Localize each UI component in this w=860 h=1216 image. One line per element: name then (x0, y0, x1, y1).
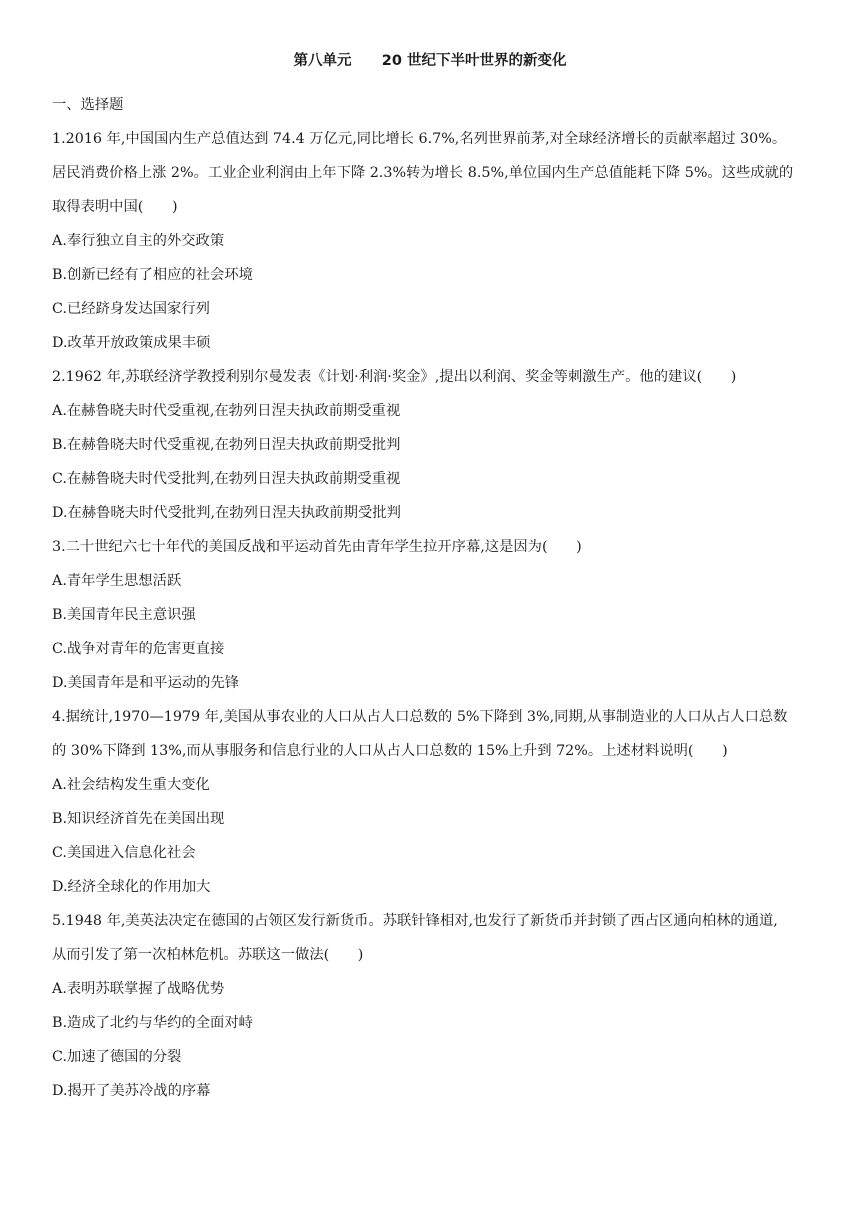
question-5-option-b: B.造成了北约与华约的全面对峙 (52, 1015, 253, 1031)
question-4-option-d: D.经济全球化的作用加大 (52, 879, 211, 895)
question-5-option-c: C.加速了德国的分裂 (52, 1049, 182, 1065)
question-3-stem-line-1: 3.二十世纪六七十年代的美国反战和平运动首先由青年学生拉开序幕,这是因为( ) (52, 539, 582, 555)
question-3-option-d: D.美国青年是和平运动的先锋 (52, 675, 240, 691)
question-3-option-a: A.青年学生思想活跃 (52, 573, 182, 589)
question-1-option-c: C.已经跻身发达国家行列 (52, 301, 210, 317)
question-5-option-a: A.表明苏联掌握了战略优势 (52, 981, 225, 997)
question-4 (52, 700, 822, 904)
question-1-stem-line-2: 居民消费价格上涨 2%。工业企业利润由上年下降 2.3%转为增长 8.5%,单位国内生产总值能耗下降 5%。这些成就的 (52, 165, 794, 181)
question-1 (52, 122, 822, 360)
question-2-option-c: C.在赫鲁晓夫时代受批判,在勃列日涅夫执政前期受重视 (52, 471, 401, 487)
question-5-stem-line-1: 5.1948 年,美英法决定在德国的占领区发行新货币。苏联针锋相对,也发行了新货币并封锁了西占区通向柏林的通道, (52, 913, 778, 929)
question-1-stem-line-1: 1.2016 年,中国国内生产总值达到 74.4 万亿元,同比增长 6.7%,名列世界前茅,对全球经济增长的贡献率超过 30%。 (52, 131, 787, 147)
question-2-option-a: A.在赫鲁晓夫时代受重视,在勃列日涅夫执政前期受重视 (52, 403, 401, 419)
question-3-option-b: B.美国青年民主意识强 (52, 607, 196, 623)
question-1-option-d: D.改革开放政策成果丰硕 (52, 335, 211, 351)
question-2-option-d: D.在赫鲁晓夫时代受批判,在勃列日涅夫执政前期受批判 (52, 505, 401, 521)
question-1-stem-line-3: 取得表明中国( ) (52, 199, 178, 215)
question-4-option-c: C.美国进入信息化社会 (52, 845, 196, 861)
question-1-option-b: B.创新已经有了相应的社会环境 (52, 267, 253, 283)
question-3 (52, 530, 822, 700)
question-4-option-a: A.社会结构发生重大变化 (52, 777, 210, 793)
question-list (52, 88, 822, 1108)
question-4-option-b: B.知识经济首先在美国出现 (52, 811, 225, 827)
section-heading: 一、选择题 (52, 97, 124, 113)
question-4-stem-line-2: 的 30%下降到 13%,而从事服务和信息行业的人口从占人口总数的 15%上升到 72%。上述材料说明( ) (52, 743, 728, 759)
question-2-stem-line-1: 2.1962 年,苏联经济学教授利别尔曼发表《计划·利润·奖金》,提出以利润、奖金等刺激生产。他的建议( ) (52, 369, 737, 385)
question-5-option-d: D.揭开了美苏冷战的序幕 (52, 1083, 211, 1099)
question-5 (52, 904, 822, 1108)
page-title: 第八单元 20 世纪下半叶世界的新变化 (293, 53, 567, 69)
question-5-stem-line-2: 从而引发了第一次柏林危机。苏联这一做法( ) (52, 947, 364, 963)
question-2-option-b: B.在赫鲁晓夫时代受重视,在勃列日涅夫执政前期受批判 (52, 437, 401, 453)
question-1-option-a: A.奉行独立自主的外交政策 (52, 233, 225, 249)
question-4-stem-line-1: 4.据统计,1970—1979 年,美国从事农业的人口从占人口总数的 5%下降到 3%,同期,从事制造业的人口从占人口总数 (52, 709, 788, 725)
question-3-option-c: C.战争对青年的危害更直接 (52, 641, 225, 657)
question-2 (52, 360, 822, 530)
